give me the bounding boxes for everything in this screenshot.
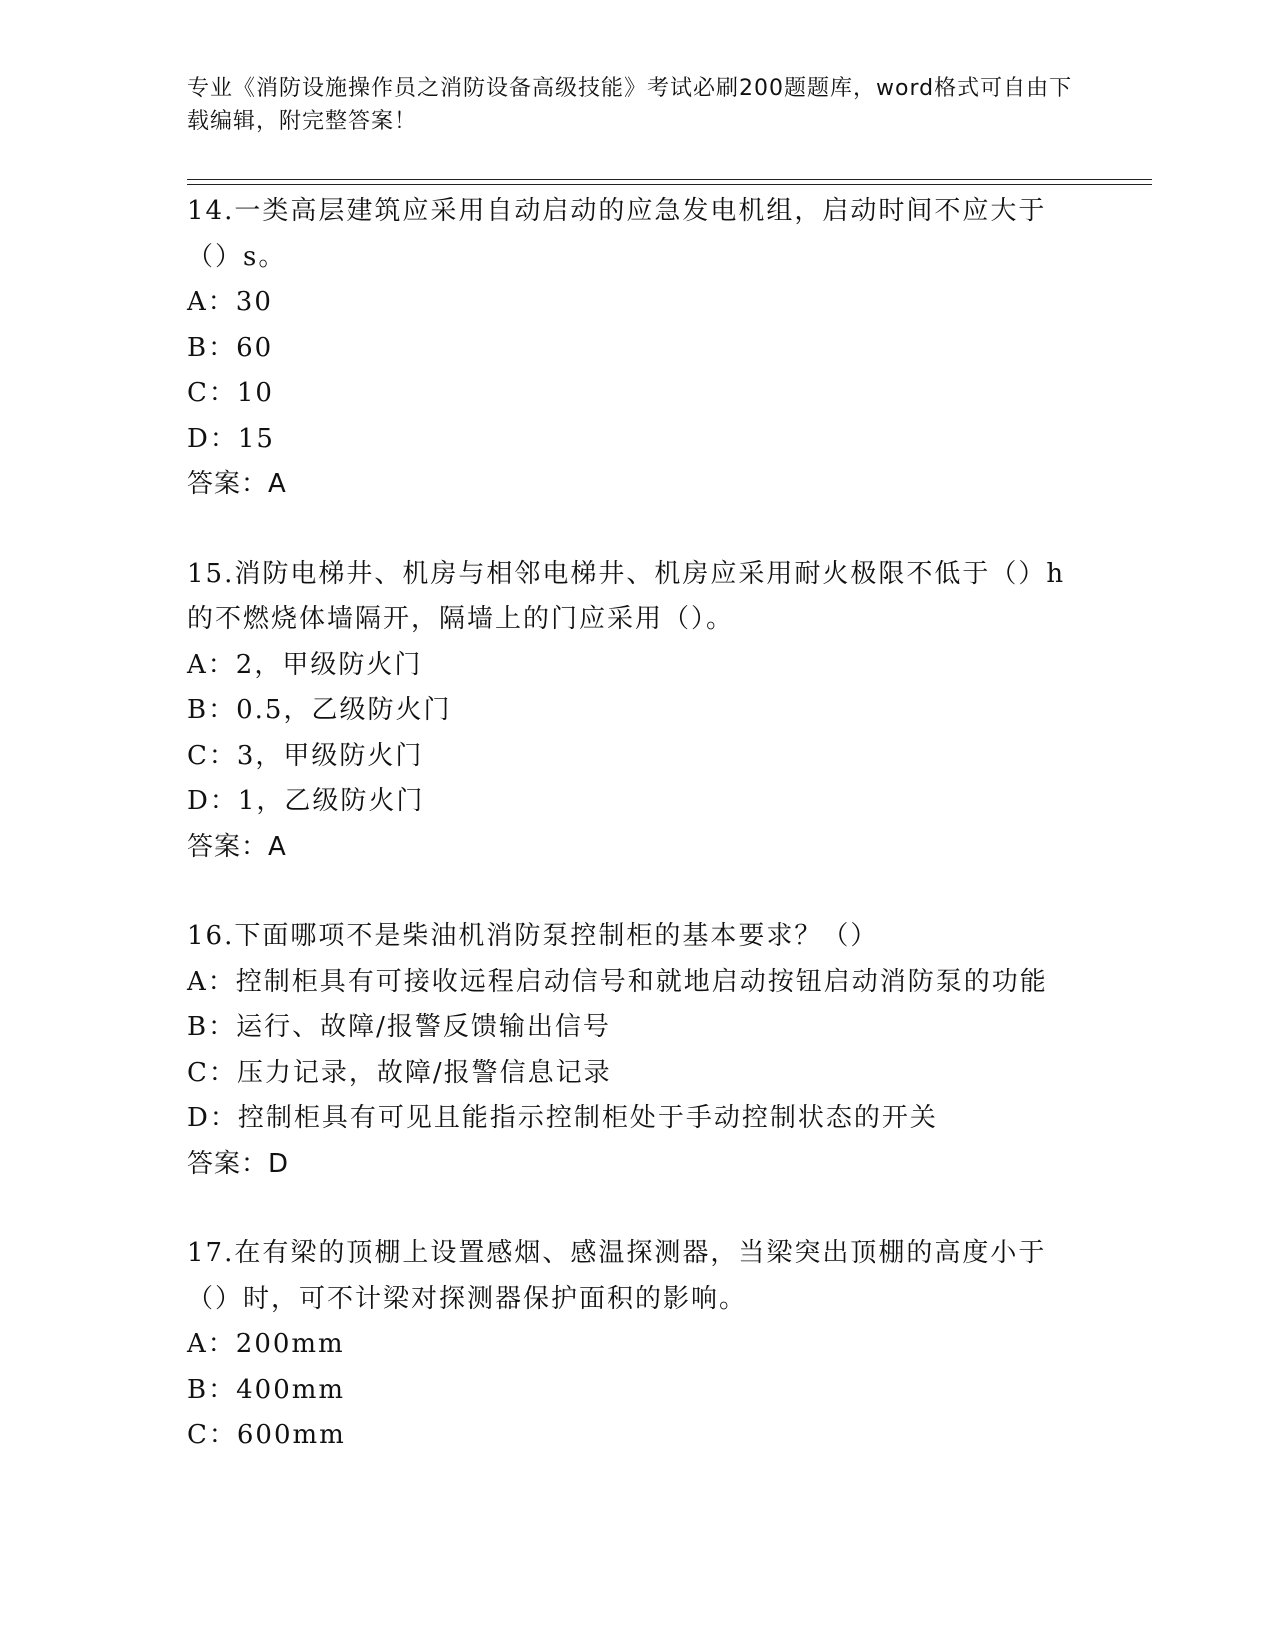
- option-a: A：控制柜具有可接收远程启动信号和就地启动按钮启动消防泵的功能: [187, 966, 1048, 997]
- option-d: D：15: [187, 423, 275, 454]
- option-b: B：运行、故障/报警反馈输出信号: [187, 1012, 611, 1042]
- question-text: 14.一类高层建筑应采用自动启动的应急发电机组，启动时间不应大于（）s。: [187, 196, 1047, 272]
- option-c: C：3，甲级防火门: [187, 740, 424, 771]
- header-divider-bottom: [187, 184, 1152, 185]
- question-text: 17.在有梁的顶棚上设置感烟、感温探测器，当梁突出顶棚的高度小于（）时，可不计梁对探测器保护面积的影响。: [187, 1238, 1047, 1314]
- question-list: [187, 189, 1147, 1503]
- option-d: D：控制柜具有可见且能指示控制柜处于手动控制状态的开关: [187, 1103, 938, 1133]
- option-a: A：200mm: [187, 1329, 345, 1359]
- question-17: [187, 1231, 1147, 1459]
- option-b: B：400mm: [187, 1374, 346, 1405]
- option-a: A：2，甲级防火门: [187, 649, 423, 680]
- question-text: 16.下面哪项不是柴油机消防泵控制柜的基本要求？（）: [187, 921, 879, 951]
- question-14: [187, 189, 1147, 508]
- question-16: [187, 914, 1147, 1187]
- question-15: [187, 552, 1147, 871]
- option-b: B：60: [187, 332, 274, 363]
- option-b: B：0.5，乙级防火门: [187, 695, 452, 725]
- option-d: D：1，乙级防火门: [187, 786, 425, 816]
- option-c: C：600mm: [187, 1420, 346, 1450]
- question-text: 15.消防电梯井、机房与相邻电梯井、机房应采用耐火极限不低于（）h的不燃烧体墙隔开，隔墙上的门应采用（）。: [187, 558, 1066, 634]
- answer-line: 答案：A: [187, 469, 287, 499]
- answer-line: 答案：D: [187, 1148, 290, 1179]
- option-c: C：压力记录，故障/报警信息记录: [187, 1057, 612, 1088]
- header-divider-top: [187, 179, 1152, 180]
- option-c: C：10: [187, 378, 274, 408]
- answer-line: 答案：A: [187, 831, 287, 862]
- document-intro: 专业《消防设施操作员之消防设备高级技能》考试必刷200题题库，word格式可自由下载编辑，附完整答案！: [187, 76, 1073, 134]
- option-a: A：30: [187, 287, 273, 317]
